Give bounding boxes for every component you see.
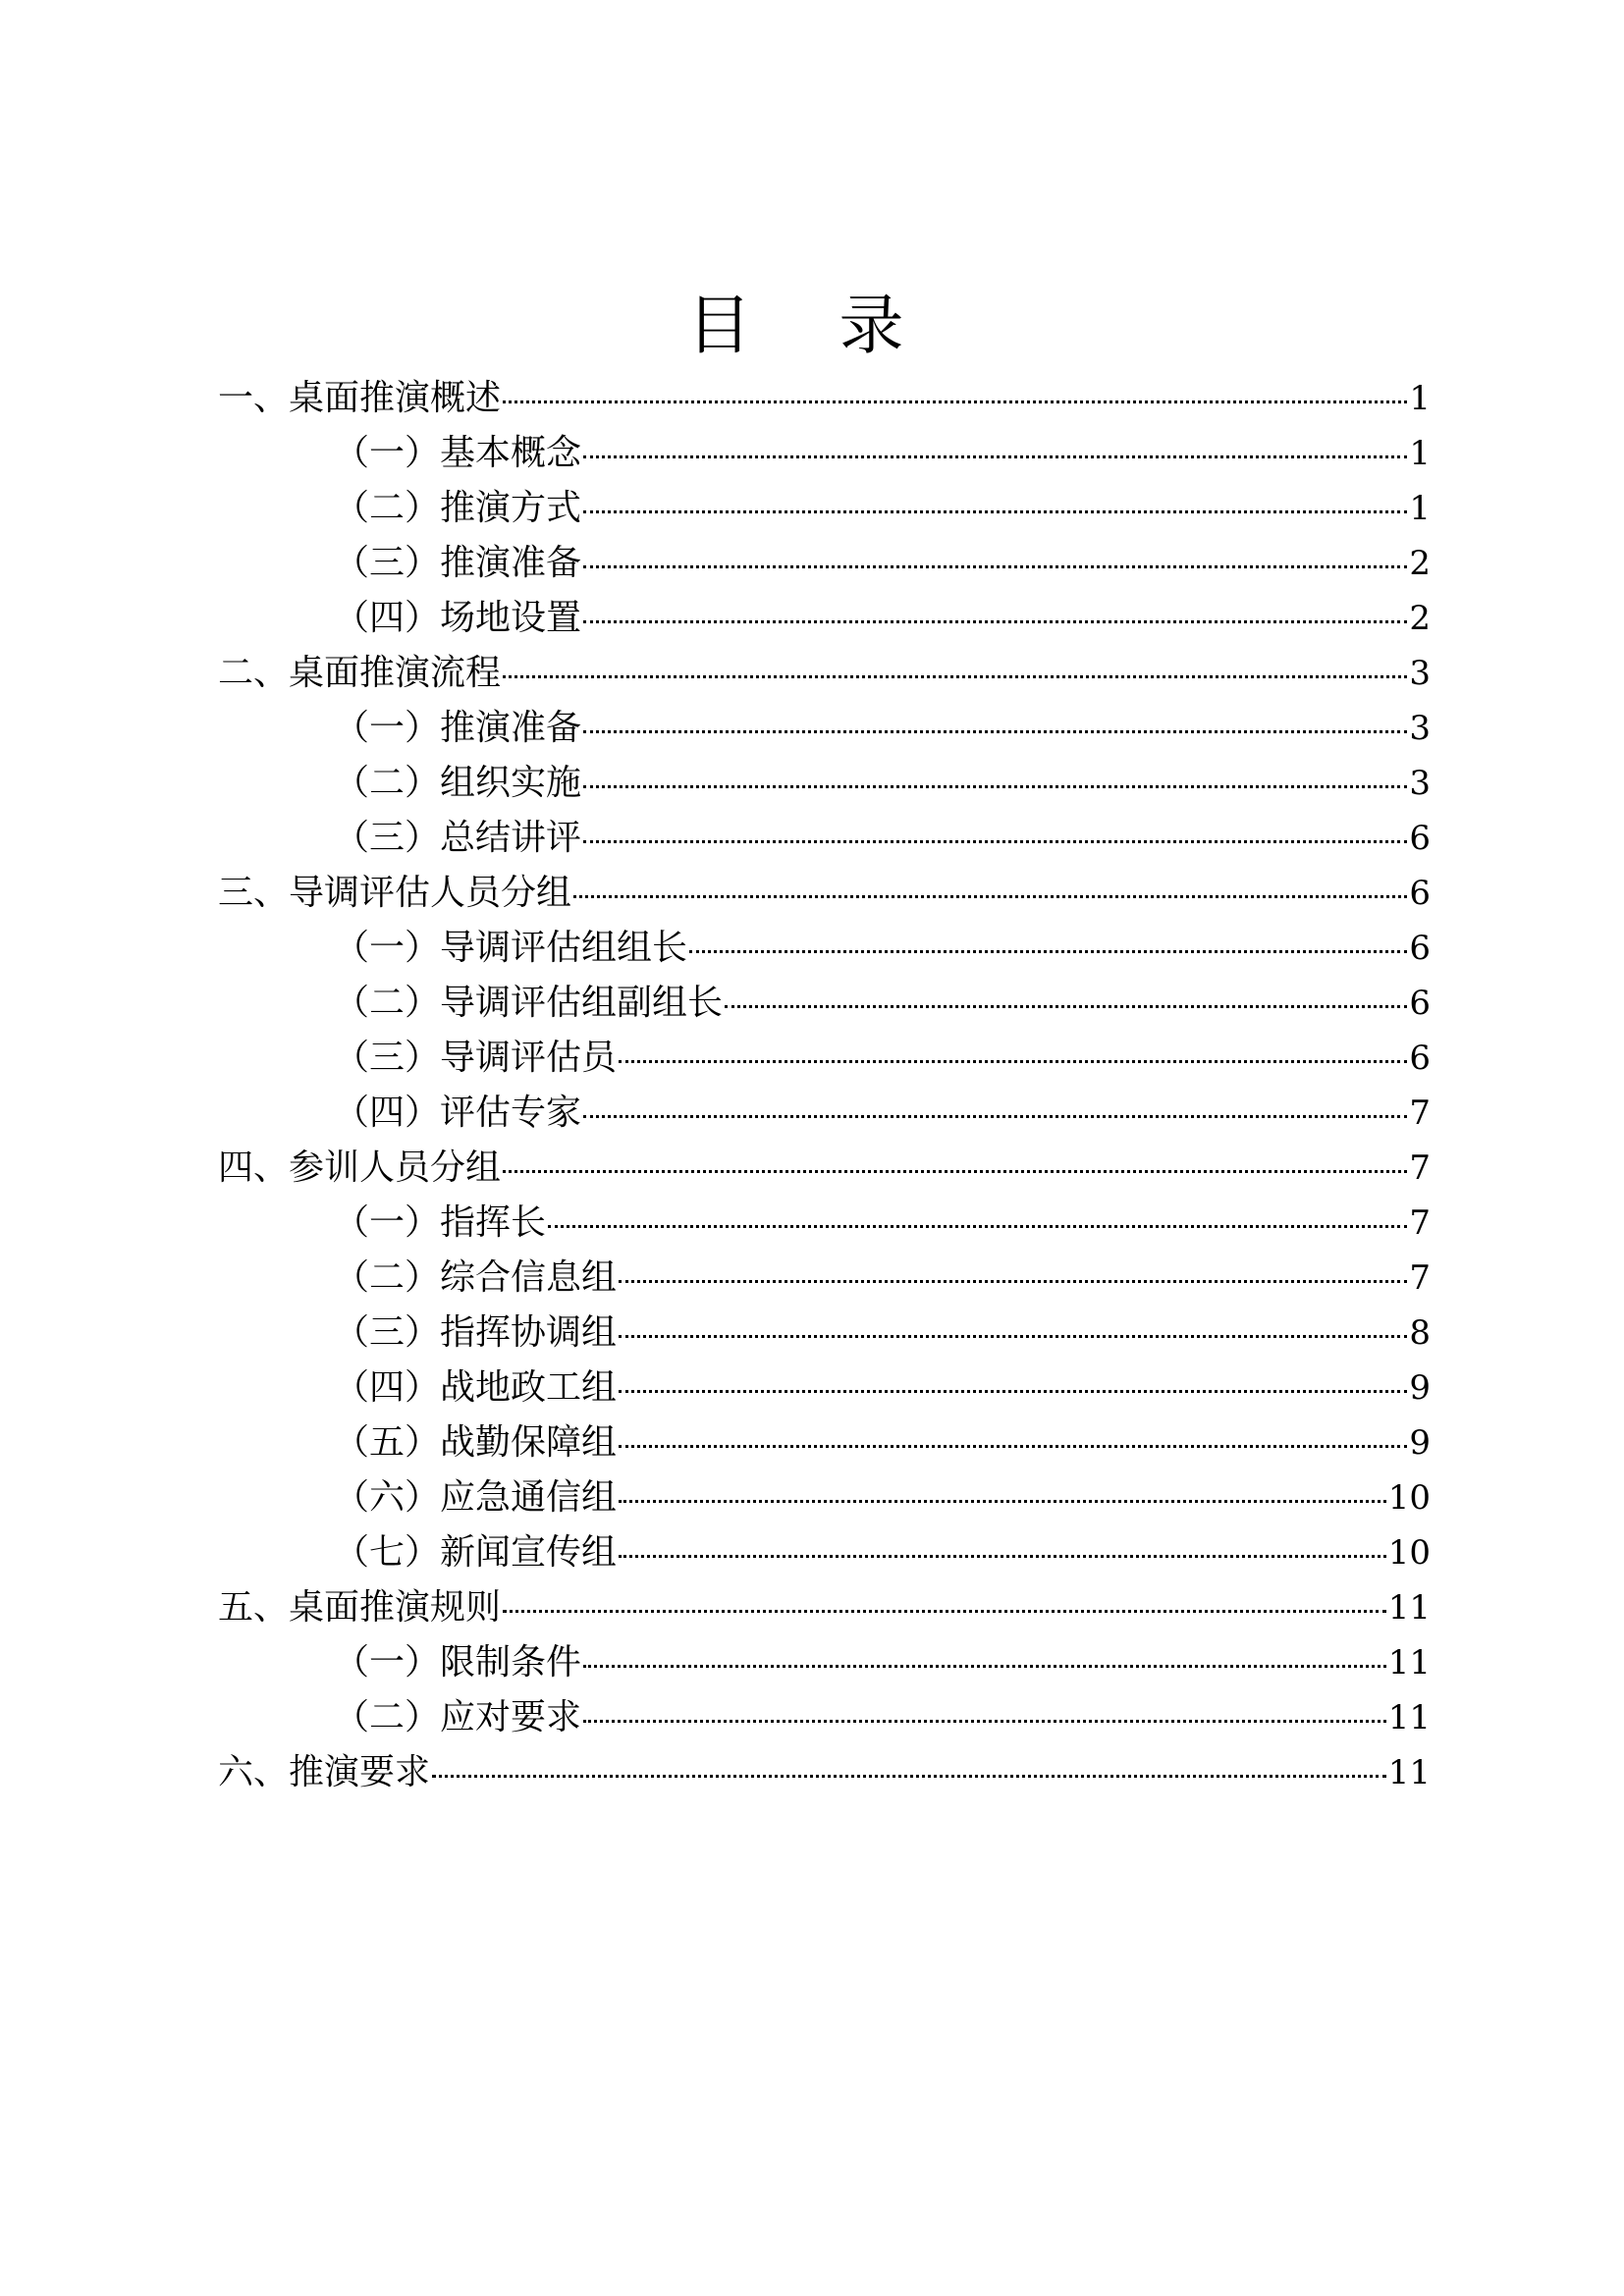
- toc-section-entry[interactable]: [218, 866, 1431, 921]
- toc-entry-label: （二）组织实施: [334, 763, 582, 803]
- toc-entry-label: （一）基本概念: [334, 433, 582, 473]
- toc-page-number: 3: [1409, 709, 1431, 748]
- toc-entry-label: （七）新闻宣传组: [334, 1532, 618, 1573]
- toc-page-number: 7: [1409, 1094, 1431, 1133]
- toc-page-number: 11: [1387, 1753, 1431, 1792]
- toc-page-number: 6: [1409, 929, 1431, 968]
- toc-subsection-entry[interactable]: [218, 1635, 1431, 1690]
- toc-subsection-entry[interactable]: [218, 1031, 1431, 1086]
- toc-subsection-entry[interactable]: [218, 1251, 1431, 1306]
- toc-section-entry[interactable]: [218, 646, 1431, 701]
- toc-entry-label: （六）应急通信组: [334, 1477, 618, 1518]
- toc-entry-label: （五）战勤保障组: [334, 1422, 618, 1463]
- toc-subsection-entry[interactable]: [218, 1361, 1431, 1415]
- toc-dot-leader: [583, 620, 1407, 623]
- toc-page-number: 6: [1409, 819, 1431, 858]
- toc-page-number: 7: [1409, 1203, 1431, 1243]
- toc-subsection-entry[interactable]: [218, 1086, 1431, 1141]
- toc-section-entry[interactable]: [218, 1141, 1431, 1196]
- toc-entry-label: 六、推演要求: [218, 1752, 431, 1792]
- toc-page-number: 6: [1409, 984, 1431, 1023]
- toc-entry-label: 二、桌面推演流程: [218, 653, 502, 693]
- toc-entry-label: 四、参训人员分组: [218, 1148, 502, 1188]
- toc-entry-label: （四）战地政工组: [334, 1367, 618, 1408]
- toc-section-entry[interactable]: [218, 371, 1431, 426]
- toc-subsection-entry[interactable]: [218, 1525, 1431, 1580]
- toc-dot-leader: [503, 1170, 1407, 1173]
- toc-page-number: 6: [1409, 874, 1431, 913]
- toc-section-entry[interactable]: [218, 1580, 1431, 1635]
- toc-dot-leader: [619, 1335, 1407, 1338]
- toc-dot-leader: [619, 1500, 1386, 1503]
- toc-subsection-entry[interactable]: [218, 1690, 1431, 1745]
- toc-page-number: 1: [1409, 379, 1431, 418]
- toc-page-number: 3: [1409, 764, 1431, 803]
- toc-entry-label: （一）导调评估组组长: [334, 928, 688, 968]
- toc-entry-label: （一）推演准备: [334, 708, 582, 748]
- toc-entry-label: （二）推演方式: [334, 488, 582, 528]
- toc-dot-leader: [619, 1060, 1407, 1063]
- toc-subsection-entry[interactable]: [218, 811, 1431, 866]
- toc-entry-label: （二）应对要求: [334, 1697, 582, 1737]
- toc-subsection-entry[interactable]: [218, 1470, 1431, 1525]
- toc-page-number: 3: [1409, 654, 1431, 693]
- toc-dot-leader: [619, 1445, 1407, 1448]
- toc-dot-leader: [619, 1280, 1407, 1283]
- toc-dot-leader: [583, 510, 1407, 513]
- toc-entry-label: （一）指挥长: [334, 1202, 547, 1243]
- toc-dot-leader: [725, 1005, 1407, 1008]
- toc-dot-leader: [583, 840, 1407, 843]
- toc-entry-label: （一）限制条件: [334, 1642, 582, 1682]
- toc-entry-label: （四）场地设置: [334, 598, 582, 638]
- toc-page-number: 6: [1409, 1039, 1431, 1078]
- toc-dot-leader: [619, 1555, 1386, 1558]
- toc-dot-leader: [503, 1610, 1386, 1613]
- toc-dot-leader: [619, 1390, 1407, 1393]
- toc-entry-label: （二）导调评估组副组长: [334, 983, 724, 1023]
- toc-dot-leader: [573, 895, 1407, 898]
- toc-page-number: 2: [1409, 599, 1431, 638]
- toc-list: [218, 371, 1431, 1800]
- toc-entry-label: （三）推演准备: [334, 543, 582, 583]
- toc-entry-label: （二）综合信息组: [334, 1257, 618, 1298]
- toc-dot-leader: [689, 950, 1407, 953]
- toc-entry-label: 一、桌面推演概述: [218, 378, 502, 418]
- toc-dot-leader: [583, 785, 1407, 788]
- toc-page-number: 11: [1387, 1698, 1431, 1737]
- toc-dot-leader: [583, 1665, 1386, 1668]
- toc-entry-label: （三）指挥协调组: [334, 1312, 618, 1353]
- toc-page-number: 7: [1409, 1258, 1431, 1298]
- toc-dot-leader: [432, 1775, 1386, 1778]
- toc-page-number: 9: [1409, 1368, 1431, 1408]
- toc-dot-leader: [583, 455, 1407, 458]
- toc-entry-label: （四）评估专家: [334, 1093, 582, 1133]
- toc-subsection-entry[interactable]: [218, 976, 1431, 1031]
- toc-page-number: 11: [1387, 1643, 1431, 1682]
- toc-dot-leader: [583, 1720, 1386, 1723]
- toc-dot-leader: [583, 1115, 1407, 1118]
- toc-page-number: 10: [1387, 1533, 1431, 1573]
- toc-page-number: 9: [1409, 1423, 1431, 1463]
- toc-title: 目 录: [686, 288, 938, 363]
- toc-subsection-entry[interactable]: [218, 1415, 1431, 1470]
- toc-subsection-entry[interactable]: [218, 426, 1431, 481]
- toc-dot-leader: [503, 400, 1407, 403]
- toc-subsection-entry[interactable]: [218, 1306, 1431, 1361]
- toc-entry-label: 五、桌面推演规则: [218, 1587, 502, 1628]
- toc-subsection-entry[interactable]: [218, 701, 1431, 756]
- toc-entry-label: （三）总结讲评: [334, 818, 582, 858]
- toc-page-number: 10: [1387, 1478, 1431, 1518]
- toc-dot-leader: [583, 565, 1407, 568]
- toc-subsection-entry[interactable]: [218, 481, 1431, 536]
- toc-page-number: 2: [1409, 544, 1431, 583]
- toc-dot-leader: [583, 730, 1407, 733]
- toc-page-number: 1: [1409, 489, 1431, 528]
- toc-subsection-entry[interactable]: [218, 756, 1431, 811]
- toc-subsection-entry[interactable]: [218, 536, 1431, 591]
- toc-page-number: 8: [1409, 1313, 1431, 1353]
- toc-dot-leader: [548, 1225, 1407, 1228]
- toc-page-number: 1: [1409, 434, 1431, 473]
- toc-page-number: 7: [1409, 1148, 1431, 1188]
- toc-section-entry[interactable]: [218, 1745, 1431, 1800]
- toc-subsection-entry[interactable]: [218, 1196, 1431, 1251]
- toc-subsection-entry[interactable]: [218, 591, 1431, 646]
- toc-dot-leader: [503, 675, 1407, 678]
- toc-subsection-entry[interactable]: [218, 921, 1431, 976]
- toc-page-number: 11: [1387, 1588, 1431, 1628]
- toc-entry-label: （三）导调评估员: [334, 1038, 618, 1078]
- toc-entry-label: 三、导调评估人员分组: [218, 873, 572, 913]
